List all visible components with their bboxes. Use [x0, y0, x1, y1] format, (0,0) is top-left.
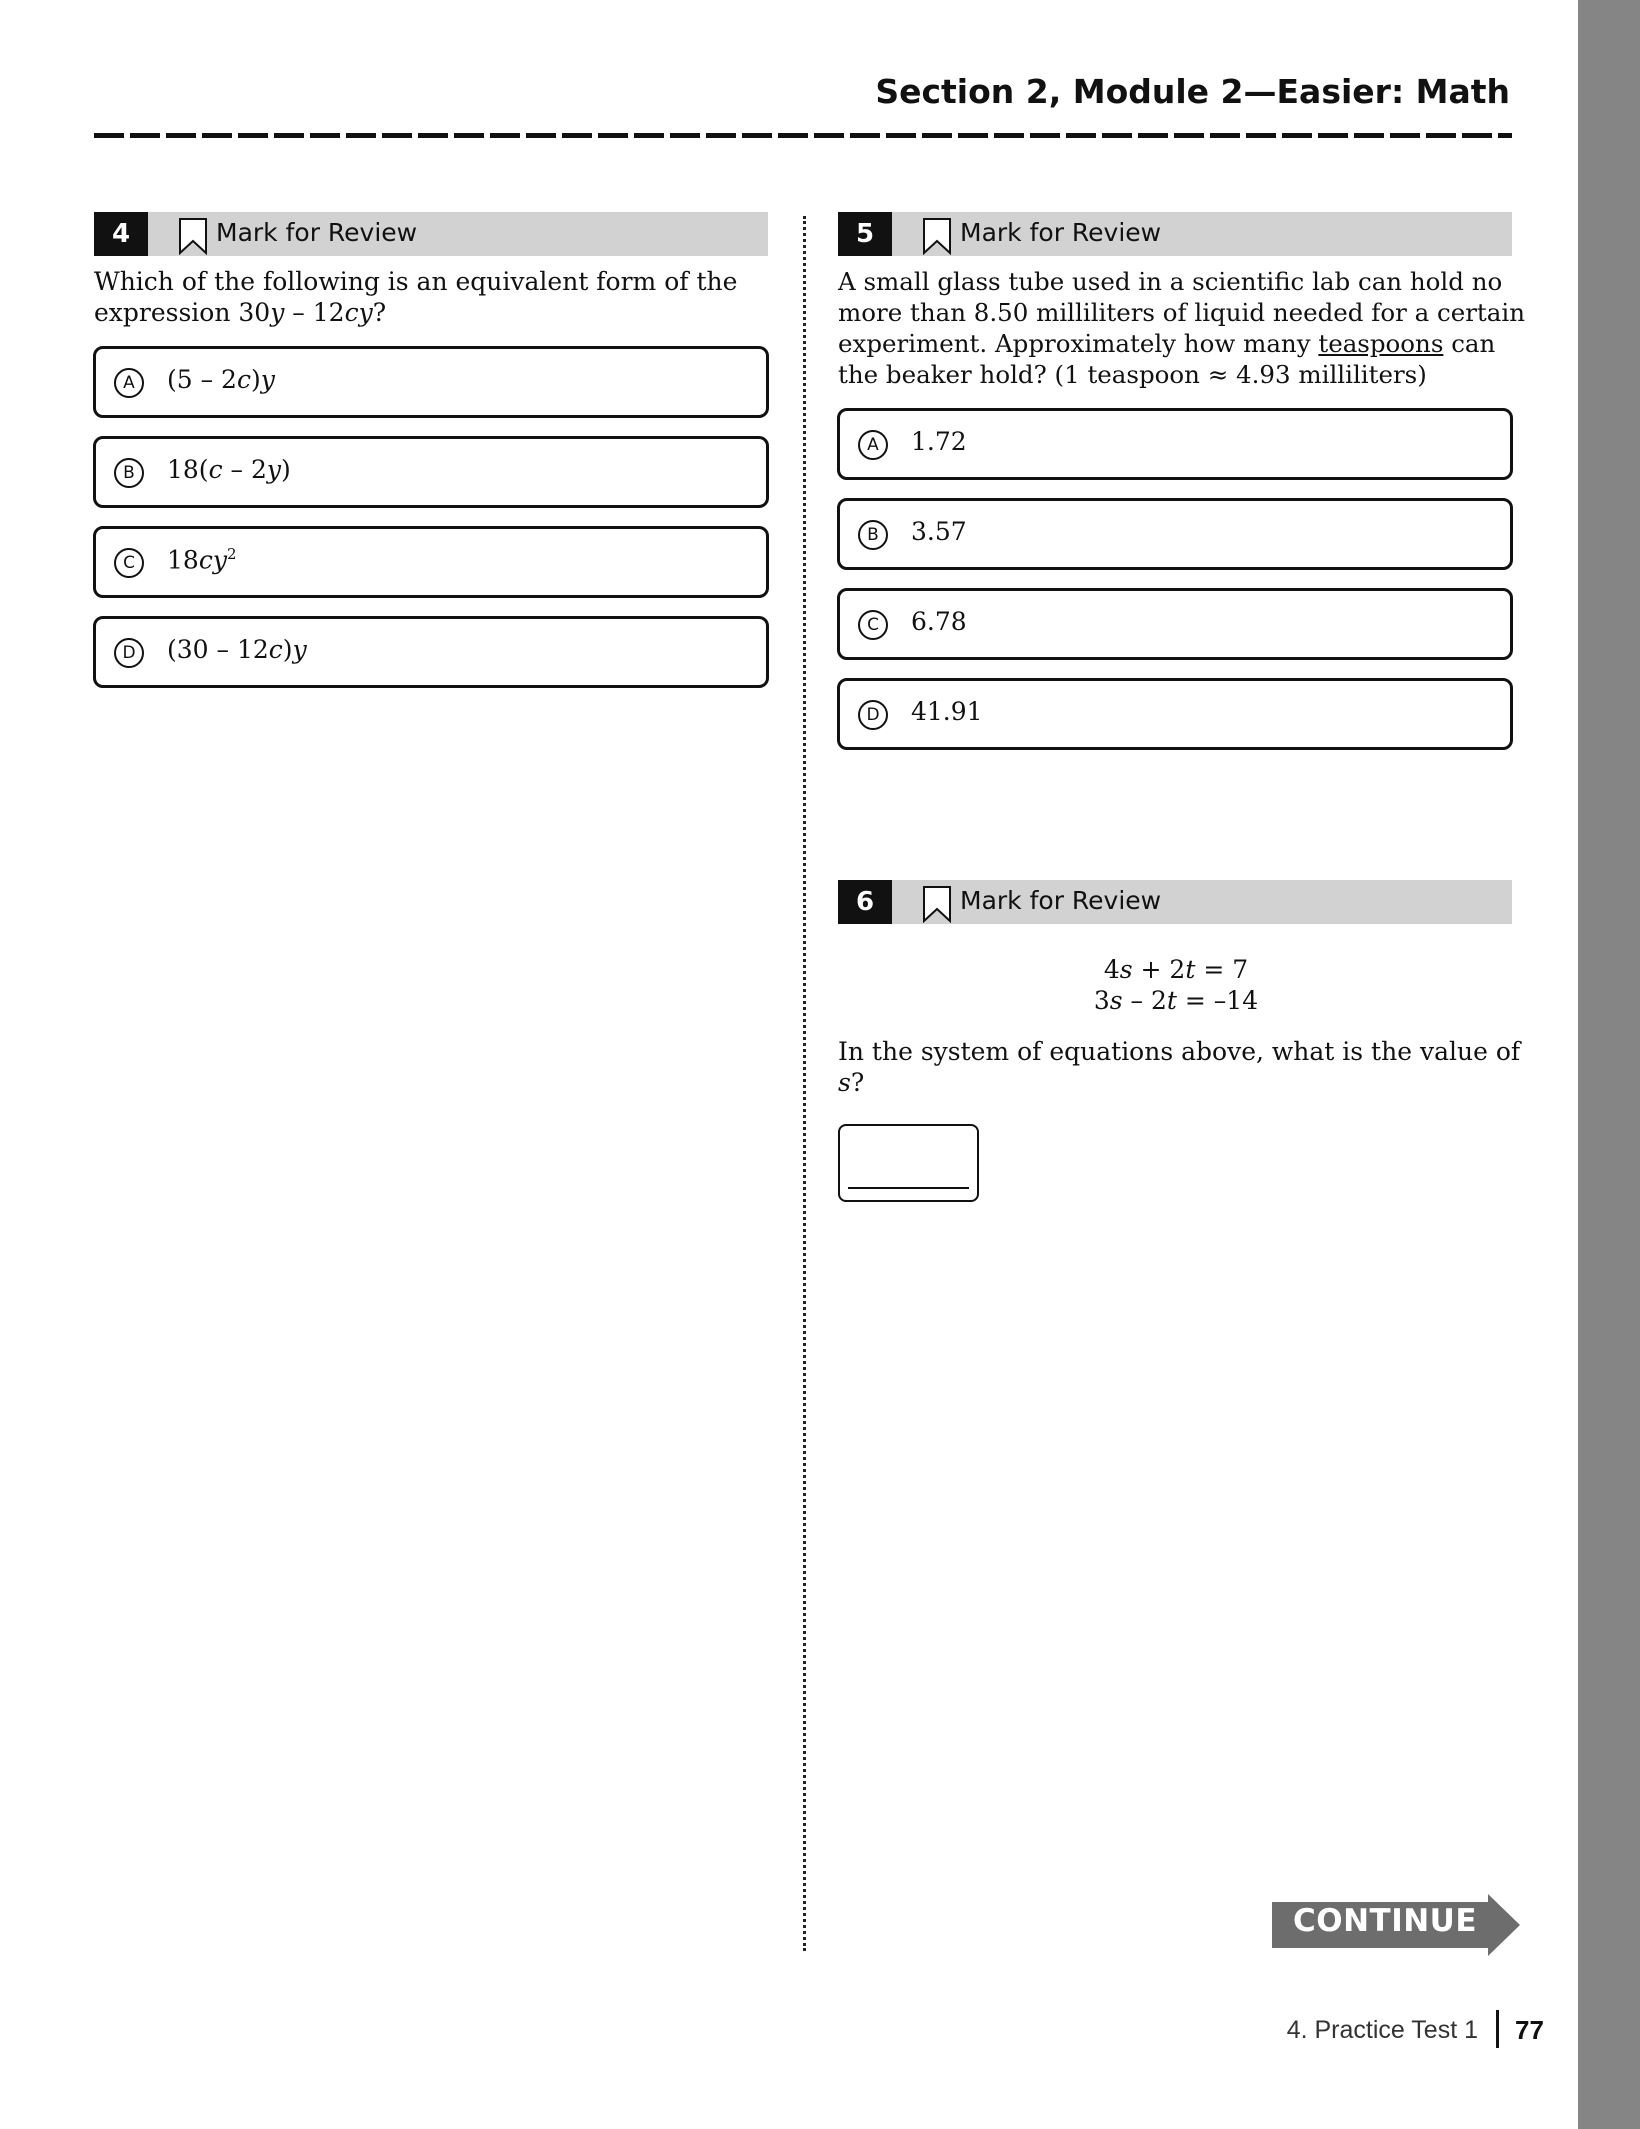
question-5-header [838, 212, 1512, 256]
question-5-choice-c[interactable] [837, 588, 1513, 660]
question-5-choice-d[interactable] [837, 678, 1513, 750]
continue-button[interactable]: CONTINUE [1293, 1903, 1478, 1939]
page-number: 77 [1515, 2015, 1544, 2045]
question-number: 6 [838, 880, 892, 924]
question-4-choice-a[interactable] [93, 346, 769, 418]
question-4-choice-c[interactable] [93, 526, 769, 598]
bookmark-icon[interactable] [178, 217, 208, 255]
question-5-prompt: A small glass tube used in a scientific lab can hold no more than 8.50 milliliters of liquid needed for a certain experiment. Approximately how many teaspoons can the beaker hold? (1 teaspoon ≈ 4.93 milliliters) [838, 267, 1525, 389]
choice-letter: B [114, 458, 144, 488]
page-edge-bar [1578, 0, 1640, 2129]
choice-text: 1.72 [911, 427, 967, 456]
choice-letter: D [858, 700, 888, 730]
answer-input[interactable] [838, 1124, 979, 1202]
mark-for-review-button[interactable]: Mark for Review [960, 886, 1162, 915]
choice-text: (30 – 12c)y [167, 635, 307, 664]
bookmark-icon[interactable] [922, 885, 952, 923]
choice-letter: A [114, 368, 144, 398]
choice-letter: D [114, 638, 144, 668]
choice-text: (5 – 2c)y [167, 365, 275, 394]
question-4-prompt: Which of the following is an equivalent form of the expression 30y – 12cy? [94, 267, 738, 327]
choice-text: $18cy^2$ [167, 545, 237, 575]
mark-for-review-button[interactable]: Mark for Review [216, 218, 418, 247]
equation-2: 3s – 2t = –14 [1093, 986, 1259, 1015]
choice-letter: A [858, 430, 888, 460]
question-number: 5 [838, 212, 892, 256]
footer-separator [1496, 2010, 1499, 2048]
choice-text: 6.78 [911, 607, 967, 636]
question-4-choice-b[interactable] [93, 436, 769, 508]
choice-letter: C [858, 610, 888, 640]
choice-text: 3.57 [911, 517, 967, 546]
column-divider [803, 216, 806, 1951]
system-of-equations [1000, 954, 1352, 1016]
bookmark-icon[interactable] [922, 217, 952, 255]
choice-text: 41.91 [911, 697, 983, 726]
question-6-header [838, 880, 1512, 924]
title-dashed-rule [94, 133, 1512, 138]
mark-for-review-button[interactable]: Mark for Review [960, 218, 1162, 247]
choice-text: 18(c – 2y) [167, 455, 291, 484]
choice-letter: B [858, 520, 888, 550]
question-5-choice-a[interactable] [837, 408, 1513, 480]
question-5-choice-b[interactable] [837, 498, 1513, 570]
question-6-prompt: In the system of equations above, what is the value of s? [838, 1037, 1521, 1097]
question-4-choice-d[interactable] [93, 616, 769, 688]
footer-chapter-label: 4. Practice Test 1 [1286, 2016, 1478, 2044]
choice-letter: C [114, 548, 144, 578]
question-4-header [94, 212, 768, 256]
section-title: Section 2, Module 2—Easier: Math [875, 72, 1510, 111]
question-number: 4 [94, 212, 148, 256]
equation-1: 4s + 2t = 7 [1103, 955, 1249, 984]
emphasis-teaspoons: teaspoons [1318, 329, 1444, 358]
answer-underline [848, 1187, 969, 1189]
